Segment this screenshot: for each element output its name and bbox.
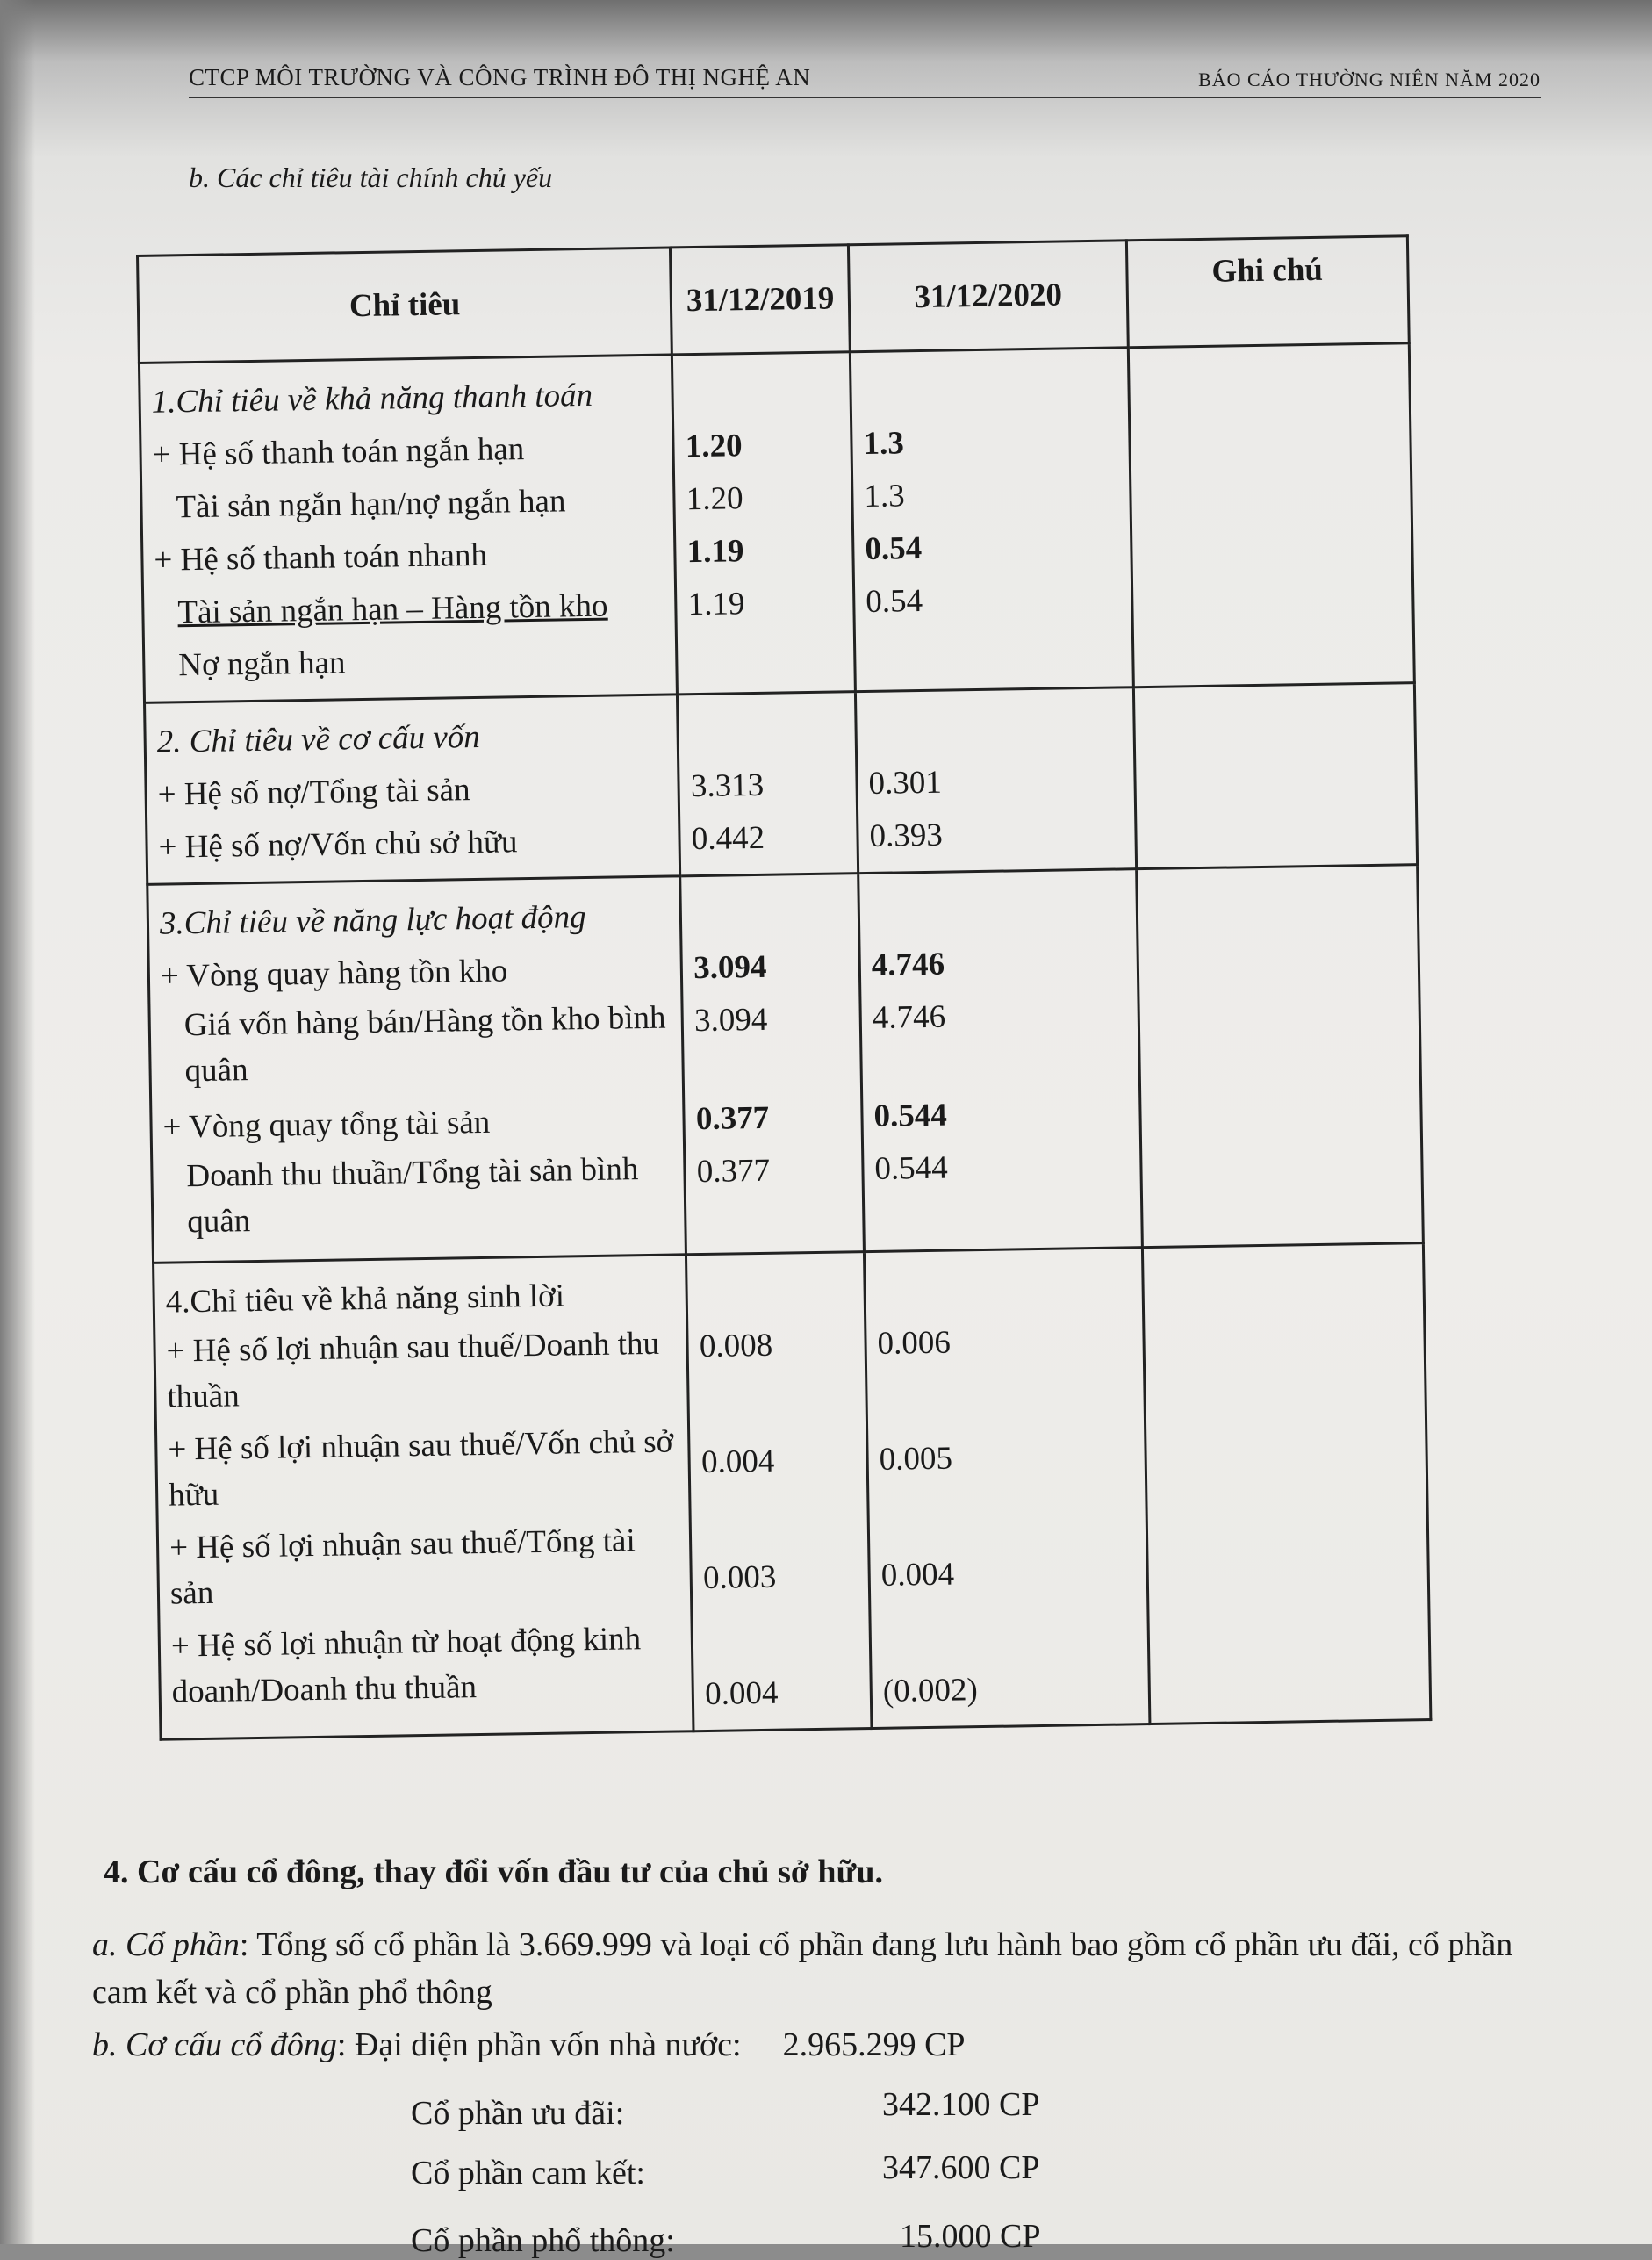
group-2-2020 [855, 687, 1136, 874]
group-4-note [1142, 1243, 1431, 1724]
header-2020: 31/12/2020 [848, 241, 1127, 352]
value-2020: 1.3 [863, 425, 905, 463]
report-title: BÁO CÁO THƯỜNG NIÊN NĂM 2020 [1198, 68, 1541, 90]
value-2020: 0.006 [877, 1324, 952, 1362]
row-label: Giá vốn hàng bán/Hàng tồn kho bình quân [183, 999, 666, 1090]
group-1-2020 [850, 348, 1133, 692]
group-title: 2. Chỉ tiêu về cơ cấu vốn [156, 718, 481, 760]
header-2019: 31/12/2019 [671, 245, 851, 355]
table-header-row [138, 236, 1410, 363]
header-note: Ghi chú [1126, 236, 1409, 348]
value-2020: 0.004 [880, 1556, 955, 1594]
group-2-note [1133, 683, 1418, 869]
row-label: + Hệ số lợi nhuận sau thuế/Doanh thu thuần [166, 1325, 660, 1415]
group-title: 3.Chỉ tiêu về năng lực hoạt động [159, 899, 586, 942]
value-2019: 3.313 [690, 767, 765, 805]
group-2-labels [145, 695, 681, 885]
section-4b-text: : Đại diện phần vốn nhà nước: [336, 2026, 742, 2063]
group-3-note [1136, 865, 1423, 1248]
table-group-row [147, 865, 1424, 1263]
row-label: + Hệ số lợi nhuận từ hoạt động kinh doanh/Doanh thu thuần [170, 1621, 642, 1710]
group-title: 4.Chỉ tiêu về khả năng sinh lời [165, 1278, 565, 1321]
row-label: + Hệ số lợi nhuận sau thuế/Vốn chủ sở hữu [168, 1423, 674, 1514]
group-3-2019 [680, 874, 864, 1255]
share-value: 342.100 CP [882, 2086, 1040, 2123]
table-group-row [139, 343, 1414, 703]
group-3-labels [147, 876, 686, 1263]
financial-indicators-table [136, 234, 1432, 1741]
group-3-2020 [858, 869, 1142, 1252]
value-2019: 0.004 [700, 1443, 775, 1481]
section-4b-paragraph [92, 2021, 966, 2069]
value-2019: 3.094 [693, 948, 767, 987]
section-4a-paragraph [92, 1921, 1532, 2016]
group-title: 1.Chỉ tiêu về khả năng thanh toán [151, 377, 593, 421]
value-2019: 1.19 [687, 586, 745, 623]
row-label: + Hệ số lợi nhuận sau thuế/Tổng tài sản [169, 1522, 636, 1612]
row-label: + Hệ số nợ/Tổng tài sản [157, 772, 470, 813]
value-2020: 4.746 [871, 946, 945, 983]
page-shadow [0, 0, 35, 2244]
value-2020: 4.746 [872, 998, 946, 1036]
table-group-row [145, 683, 1418, 885]
value-2020: 0.544 [874, 1149, 949, 1187]
row-label: + Vòng quay tổng tài sản [162, 1104, 491, 1146]
section-4a-label: a. Cổ phần [92, 1926, 240, 1963]
state-capital-value: 2.965.299 CP [782, 2026, 966, 2063]
section-b-title: b. Các chỉ tiêu tài chính chủ yếu [189, 162, 553, 193]
page-header [189, 53, 1541, 98]
row-label: + Hệ số nợ/Vốn chủ sở hữu [158, 824, 518, 866]
section-4b-label: b. Cơ cấu cổ đông [92, 2026, 337, 2063]
value-2020: 0.005 [879, 1440, 953, 1478]
group-1-labels [139, 355, 677, 702]
row-label: + Hệ số thanh toán nhanh [154, 536, 488, 579]
company-name: CTCP MÔI TRƯỜNG VÀ CÔNG TRÌNH ĐÔ THỊ NGHỆ AN [189, 64, 811, 90]
group-4-2019 [686, 1252, 872, 1731]
value-2019: 1.20 [686, 480, 743, 518]
share-label: Cổ phần phổ thông: [411, 2222, 675, 2259]
group-4-2020 [864, 1248, 1149, 1729]
row-label: Doanh thu thuần/Tổng tài sản bình quân [186, 1151, 639, 1241]
value-2019: 1.20 [685, 428, 743, 465]
share-value: 347.600 CP [882, 2149, 1040, 2186]
header-indicator: Chỉ tiêu [138, 248, 672, 363]
row-label: Tài sản ngắn hạn/nợ ngắn hạn [176, 483, 566, 526]
group-4-labels [154, 1255, 694, 1739]
section-4a-text: : Tổng số cổ phần là 3.669.999 và loại cổ phần đang lưu hành bao gồm cổ phần ưu đãi, cổ phần cam kết và cổ phần phổ thông [92, 1926, 1513, 2011]
value-2020: 1.3 [864, 478, 906, 515]
group-2-2019 [678, 692, 858, 876]
share-value: 15.000 CP [900, 2218, 1041, 2255]
row-label: Tài sản ngắn hạn – Hàng tồn kho [177, 587, 608, 631]
value-2020: 0.54 [865, 529, 923, 567]
value-2020: 0.393 [869, 817, 944, 854]
value-2019: 0.008 [699, 1327, 773, 1365]
table-group-row [154, 1243, 1431, 1740]
row-label: Nợ ngắn hạn [178, 644, 346, 684]
value-2019: 0.377 [695, 1099, 770, 1138]
value-2019: 0.442 [691, 819, 765, 858]
group-1-note [1128, 343, 1414, 687]
row-label: + Vòng quay hàng tồn kho [160, 953, 508, 995]
value-2020: (0.002) [882, 1672, 979, 1709]
value-2019: 0.004 [704, 1674, 779, 1713]
value-2019: 1.19 [686, 533, 744, 571]
value-2020: 0.54 [866, 582, 923, 620]
value-2020: 0.301 [868, 764, 943, 802]
share-label: Cổ phần ưu đãi: [411, 2095, 625, 2132]
share-label: Cổ phần cam kết: [411, 2155, 645, 2192]
group-1-2019 [672, 352, 856, 695]
section-4-title: 4. Cơ cấu cổ đông, thay đổi vốn đầu tư của chủ sở hữu. [104, 1853, 883, 1890]
value-2019: 3.094 [693, 1001, 768, 1040]
row-label: + Hệ số thanh toán ngắn hạn [152, 431, 525, 473]
value-2019: 0.377 [696, 1152, 771, 1191]
value-2019: 0.003 [702, 1558, 777, 1597]
value-2020: 0.544 [873, 1097, 948, 1134]
